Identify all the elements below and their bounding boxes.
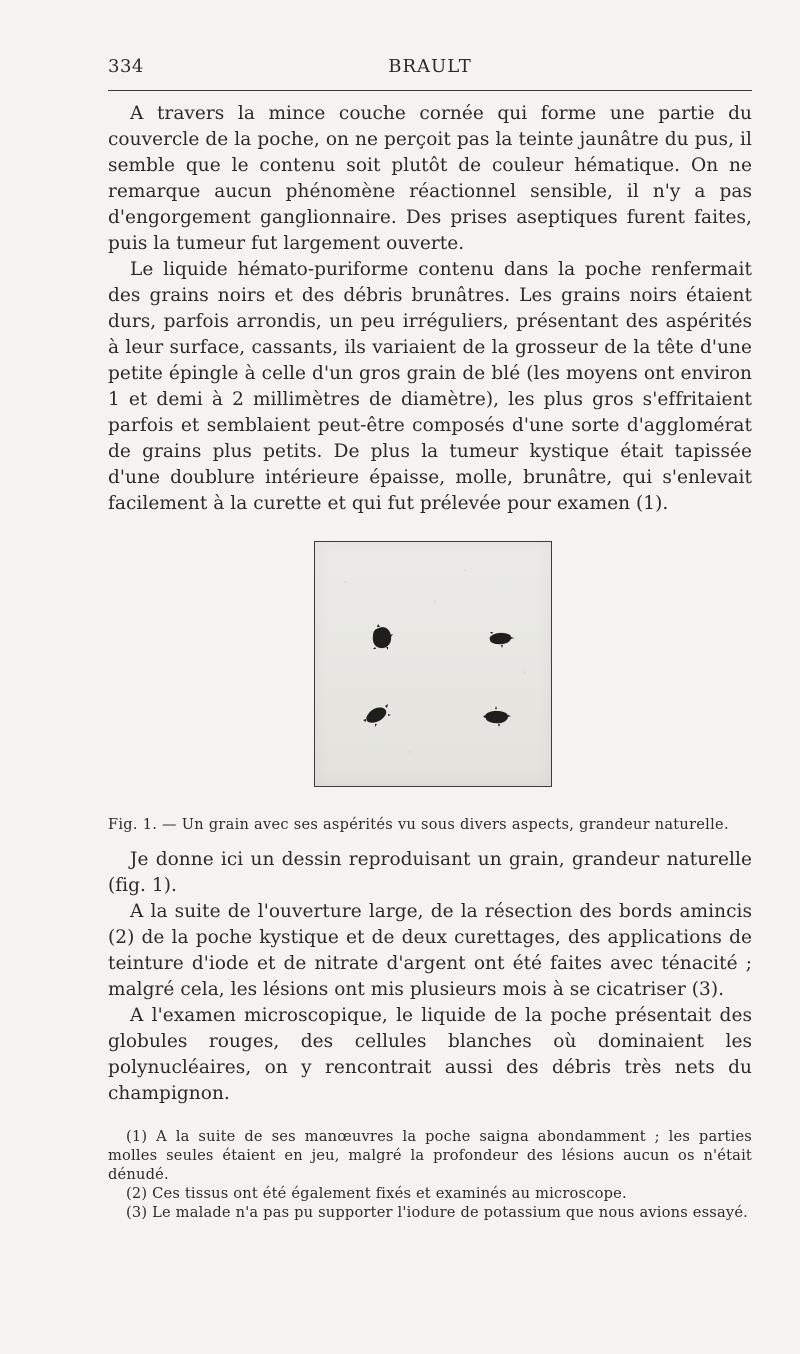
- paragraph: A la suite de l'ouverture large, de la résection des bords amincis (2) de la poche kystique et de deux curettages, des applications de teinture d'iode et de nitrate d'argent ont été faites avec ténacité ; malgré cela, les lésions ont mis plusieurs mois à se cicatriser (3).: [108, 901, 752, 1000]
- paragraph: Je donne ici un dessin reproduisant un grain, grandeur naturelle (fig. 1).: [108, 849, 752, 896]
- running-head: BRAULT: [388, 56, 472, 77]
- paragraph: A l'examen microscopique, le liquide de la poche présentait des globules rouges, des cellules blanches où dominaient les polynucléaires, on y rencontrait aussi des débris très nets du champignon.: [108, 1005, 752, 1104]
- book-page: [108, 56, 752, 1222]
- footnote: (1) A la suite de ses manœuvres la poche saigna abondamment ; les parties molles seules étaient en jeu, malgré la profondeur des lésions aucun os n'était dénudé.: [108, 1128, 752, 1183]
- footnote: (2) Ces tissus ont été également fixés et examinés au microscope.: [126, 1185, 627, 1202]
- figure-illustration: [315, 542, 551, 786]
- figure-caption: Fig. 1. — Un grain avec ses aspérités vu sous divers aspects, grandeur naturelle.: [108, 817, 729, 833]
- grain-view-1: [373, 624, 393, 650]
- grain-view-4: [483, 706, 511, 727]
- paragraph: Le liquide hémato-puriforme contenu dans la poche renfermait des grains noirs et des débris brunâtres. Les grains noirs étaient durs, parfois arrondis, un peu irréguliers, présentant des aspérités à leur surface, cassants, ils variaient de la grosseur de la tête d'une petite épingle à celle d'un gros grain de blé (les moyens ont environ 1 et demi à 2 millimètres de diamètre), les plus gros s'effritaient parfois et semblaient peut-être composés d'une sorte d'agglomérat de grains plus petits. De plus la tumeur kystique était tapissée d'une doublure intérieure épaisse, molle, brunâtre, qui s'enlevait facilement à la curette et qui fut prélevée pour examen (1).: [108, 259, 752, 514]
- page-header: [108, 56, 752, 82]
- grain-view-3: [363, 704, 391, 727]
- footnote: (3) Le malade n'a pas pu supporter l'iodure de potassium que nous avions essayé.: [126, 1204, 749, 1221]
- figure-1: [108, 541, 752, 841]
- header-rule: [108, 90, 752, 91]
- paragraph: A travers la mince couche cornée qui forme une partie du couvercle de la poche, on ne perçoit pas la teinte jaunâtre du pus, il semble que le contenu soit plutôt de couleur hématique. On ne remarque aucun phénomène réactionnel sensible, il n'y a pas d'engorgement ganglionnaire. Des prises aseptiques furent faites, puis la tumeur fut largement ouverte.: [108, 103, 752, 254]
- figure-frame: [314, 541, 552, 787]
- body-text-bottom: [108, 847, 752, 1107]
- footnotes: [108, 1127, 752, 1222]
- body-text-top: [108, 101, 752, 517]
- grain-view-2: [490, 632, 514, 648]
- page-number: 334: [108, 56, 144, 77]
